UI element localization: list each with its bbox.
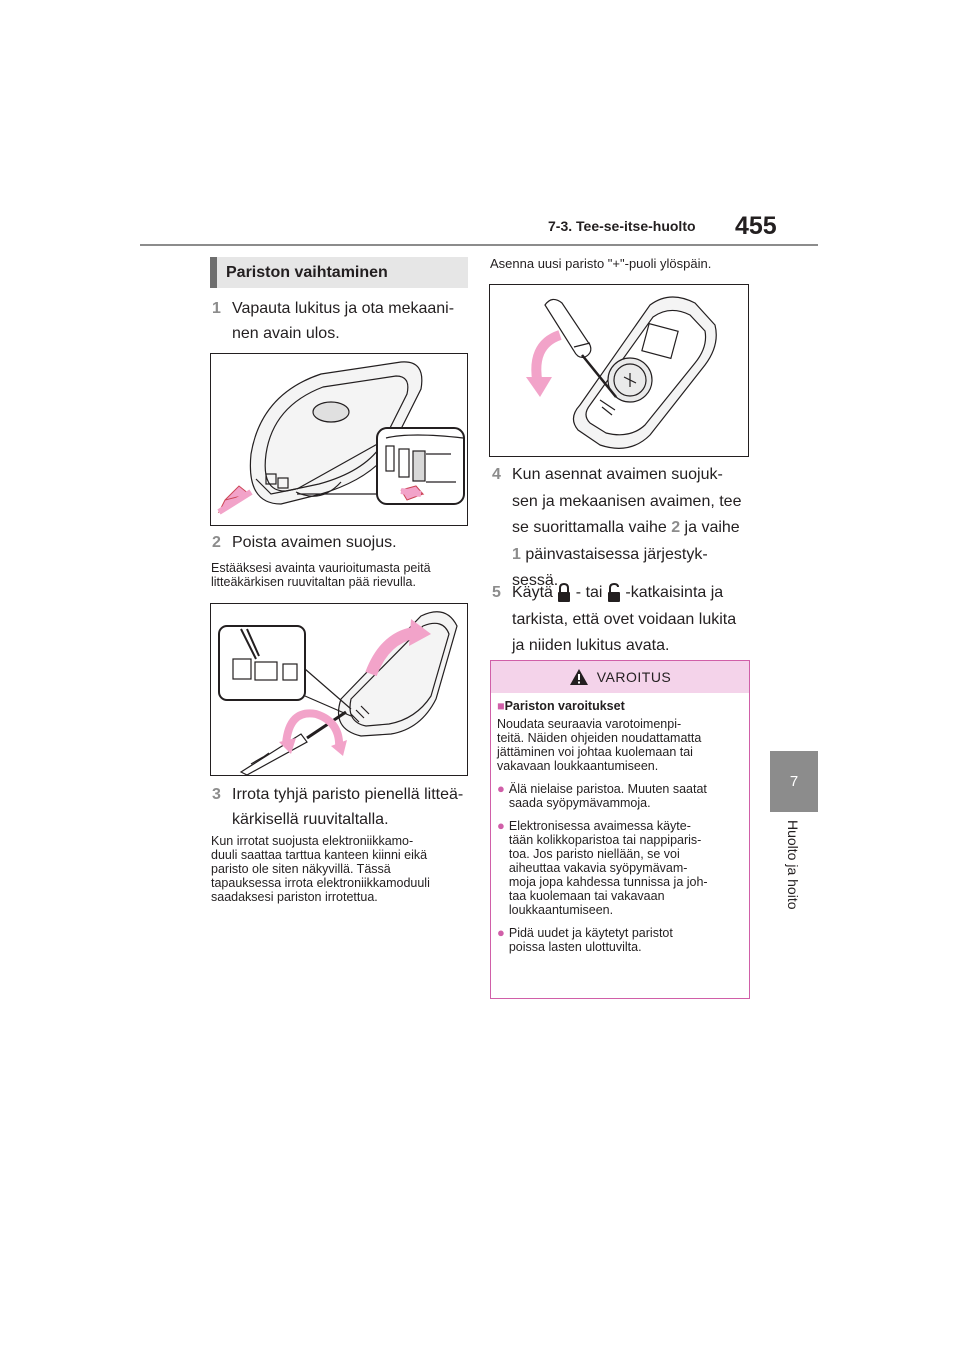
- warning-body: [491, 693, 749, 954]
- warning-header: [491, 661, 749, 693]
- step-text: Poista avaimen suojus.: [232, 534, 397, 551]
- warning-title: VAROITUS: [596, 669, 672, 685]
- step-2: [212, 530, 472, 555]
- step-3: [212, 782, 477, 832]
- note-line: paristo ole siten näkyvillä. Tässä: [211, 862, 391, 876]
- warning-subtitle-text: Pariston varoitukset: [504, 699, 625, 713]
- warning-line: jättäminen voi johtaa kuolemaan tai: [497, 745, 693, 759]
- warning-line: toa. Jos paristo niellään, se voi: [508, 847, 680, 861]
- warning-line: vakavaan loukkaantumiseen.: [497, 759, 659, 773]
- step-text: ja niiden lukitus avata.: [512, 637, 670, 654]
- step-text: - tai: [571, 584, 607, 601]
- step-3-note: [211, 834, 476, 904]
- warning-bullet: [497, 782, 743, 810]
- bullet-dot-icon: ●: [497, 818, 505, 833]
- chapter-label: Huolto ja hoito: [785, 820, 801, 910]
- step-text: se suorittamalla vaihe: [512, 519, 672, 536]
- warning-line: Noudata seuraavia varotoimenpi-: [497, 717, 682, 731]
- step-text: Vapauta lukitus ja ota mekaani-: [232, 300, 455, 317]
- note-line: Kun irrotat suojusta elektroniikkamo-: [211, 834, 414, 848]
- step-4: [492, 462, 757, 595]
- step-text: sen ja mekaanisen avaimen, tee: [512, 492, 742, 510]
- warning-line: saada syöpymävammoja.: [508, 796, 651, 810]
- step-text: Irrota tyhjä paristo pienellä litteä-: [232, 786, 464, 803]
- step-text: päinvastaisessa järjestyk-: [520, 545, 708, 563]
- chapter-tab: 7: [770, 751, 818, 812]
- bullet-dot-icon: ●: [497, 925, 505, 940]
- step-text: -katkaisinta ja: [620, 584, 724, 601]
- section-heading: Pariston vaihtaminen: [210, 257, 468, 288]
- warning-line: taa kuolemaan tai vakavaan: [508, 889, 665, 903]
- step-1: [212, 296, 472, 346]
- page-number: 455: [735, 212, 777, 240]
- warning-line: aiheuttaa vakavia syöpymävam-: [508, 861, 688, 875]
- warning-line: teitä. Näiden ohjeiden noudattamatta: [497, 731, 702, 745]
- note-line: duuli saattaa tarttua kanteen kiinni eikä: [211, 848, 428, 862]
- header-section-title: 7-3. Tee-se-itse-huolto: [548, 218, 696, 234]
- warning-intro: [497, 717, 743, 773]
- note-line: Estääksesi avainta vaurioitumasta peitä: [211, 561, 431, 575]
- warning-triangle-icon: [569, 668, 589, 686]
- step-number: 2: [212, 534, 221, 551]
- step-reference: 2: [671, 519, 681, 536]
- warning-bullet: [497, 926, 743, 954]
- figure-install-battery: [489, 284, 749, 457]
- step-5: [492, 580, 757, 660]
- step-number: 3: [212, 786, 221, 803]
- screwdriver-illustration: [211, 604, 467, 775]
- unlock-icon: [607, 583, 621, 603]
- figure-release-key: [210, 353, 468, 526]
- step-text: Kun asennat avaimen suojuk-: [512, 466, 723, 483]
- figure-remove-cover: [210, 603, 468, 776]
- warning-bullet: [497, 819, 743, 917]
- warning-box: [490, 660, 750, 999]
- bullet-dot-icon: ●: [497, 781, 505, 796]
- warning-line: poissa lasten ulottuvilta.: [508, 940, 642, 954]
- step-text: nen avain ulos.: [232, 325, 340, 342]
- step-text: sessä.: [512, 572, 559, 589]
- warning-subtitle: ■Pariston varoitukset: [497, 699, 625, 713]
- battery-illustration: [490, 285, 748, 456]
- warning-line: Pidä uudet ja käytetyt paristot: [508, 926, 673, 940]
- warning-line: Elektronisessa avaimessa käyte-: [508, 819, 691, 833]
- step-number: 5: [492, 584, 501, 601]
- note-line: saadaksesi pariston irrotettua.: [211, 890, 378, 904]
- step-text: kärkisellä ruuvitaltalla.: [232, 811, 389, 828]
- step-text: tarkista, että ovet voidaan lukita: [512, 610, 737, 628]
- key-fob-illustration: [211, 354, 467, 525]
- header-rule: [140, 244, 818, 246]
- step-number: 4: [492, 466, 501, 483]
- warning-line: moja jopa kahdessa tunnissa ja joh-: [508, 875, 708, 889]
- step-number: 1: [212, 300, 221, 317]
- warning-line: loukkaantumiseen.: [508, 903, 614, 917]
- warning-line: tään kolikkoparistoa tai nappiparis-: [508, 833, 702, 847]
- note-line: tapauksessa irrota elektroniikkamoduuli: [211, 876, 430, 890]
- step-reference: 1: [512, 545, 521, 563]
- step-text: Käytä: [512, 584, 558, 601]
- warning-line: Älä nielaise paristoa. Muuten saatat: [508, 782, 707, 796]
- step-text: ja vaihe: [680, 519, 740, 536]
- lock-icon: [557, 583, 571, 603]
- install-note: Asenna uusi paristo "+"-puoli ylöspäin.: [490, 256, 712, 271]
- step-2-note: [211, 561, 476, 589]
- note-line: litteäkärkisen ruuvitaltan pää rievulla.: [211, 575, 416, 589]
